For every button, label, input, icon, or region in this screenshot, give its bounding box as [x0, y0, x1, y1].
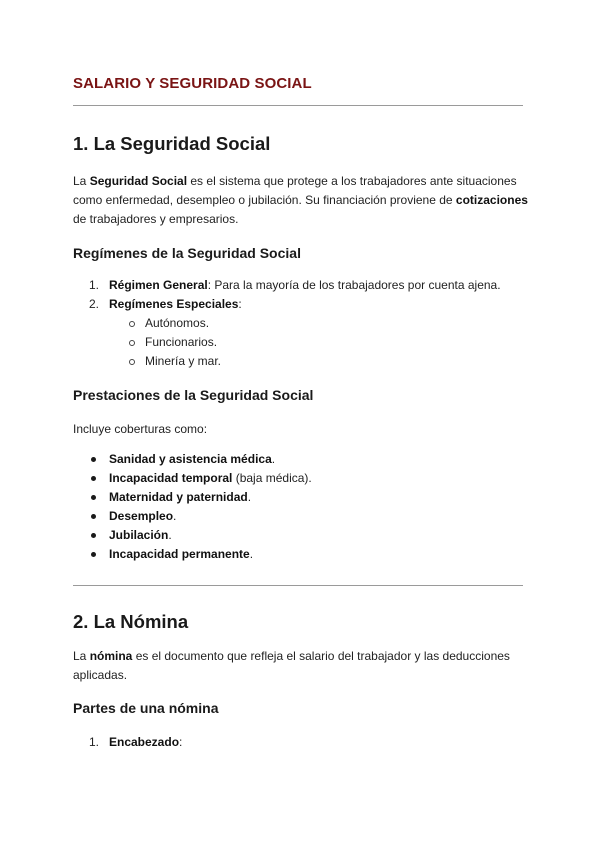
list-item: Incapacidad temporal (baja médica). [109, 471, 312, 485]
list-item: Incapacidad permanente. [109, 547, 254, 561]
bullet-icon [91, 457, 96, 462]
prestaciones-intro: Incluye coberturas como: [73, 422, 208, 436]
hollow-bullet-icon [129, 340, 135, 346]
list-marker: 1. [89, 735, 100, 749]
sub-list-item: Autónomos. [145, 316, 210, 330]
seguridad-social-intro: La Seguridad Social es el sistema que protege a los trabajadores ante situaciones como enfermedad, desempleo o jubilación. Su financiación proviene de cotizaciones de trabajadores y empresarios. [73, 174, 528, 226]
subheading-partes-nomina: Partes de una nómina [73, 700, 219, 716]
subheading-regimenes: Regímenes de la Seguridad Social [73, 245, 301, 261]
section-heading-seguridad-social: 1. La Seguridad Social [73, 133, 271, 154]
nomina-intro: La nómina es el documento que refleja el salario del trabajador y las deducciones aplicadas. [73, 649, 510, 682]
bullet-icon [91, 533, 96, 538]
list-item: Maternidad y paternidad. [109, 490, 252, 504]
bullet-icon [91, 552, 96, 557]
hollow-bullet-icon [129, 321, 135, 327]
section-heading-nomina: 2. La Nómina [73, 611, 189, 632]
list-item: Desempleo. [109, 509, 177, 523]
list-item-encabezado: Encabezado: [109, 735, 183, 749]
list-item-regimenes-especiales: Regímenes Especiales: [109, 297, 242, 311]
bullet-icon [91, 514, 96, 519]
hollow-bullet-icon [129, 359, 135, 365]
list-item-regimen-general: Régimen General: Para la mayoría de los trabajadores por cuenta ajena. [109, 278, 501, 292]
document-title: SALARIO Y SEGURIDAD SOCIAL [73, 75, 312, 92]
list-item: Jubilación. [109, 528, 172, 542]
subheading-prestaciones: Prestaciones de la Seguridad Social [73, 387, 314, 403]
list-item: Sanidad y asistencia médica. [109, 452, 276, 466]
divider [73, 585, 523, 586]
list-marker: 1. [89, 278, 100, 292]
list-marker: 2. [89, 297, 100, 311]
bullet-icon [91, 495, 96, 500]
sub-list-item: Minería y mar. [145, 354, 222, 368]
sub-list-item: Funcionarios. [145, 335, 218, 349]
bullet-icon [91, 476, 96, 481]
divider [73, 105, 523, 106]
